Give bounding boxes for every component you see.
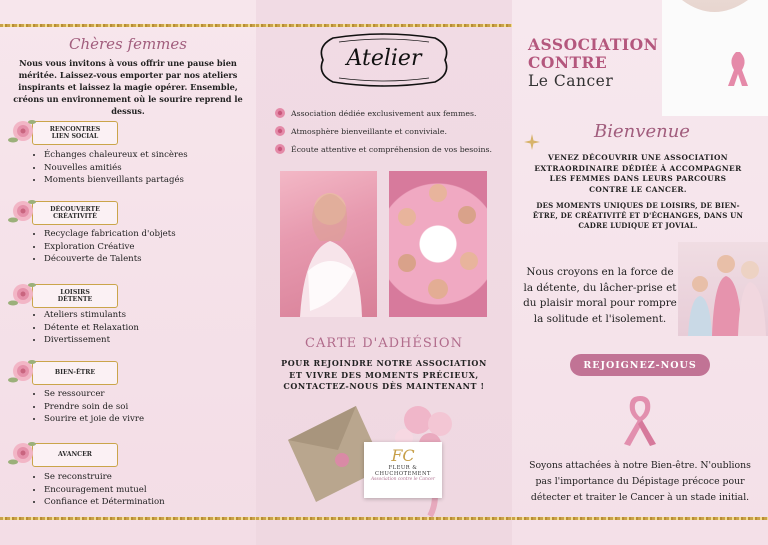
intro-text: Nous vous invitons à vous offrir une pause bien méritée. Laissez-vous emporter par nos ateliers inspirants et laissez la magie opérer. Ensemble, créons un environnement où le sourire reprend le dessus.: [13, 58, 243, 116]
rose-bullet-icon: [274, 143, 286, 155]
list-item: • Détente et Relaxation: [44, 322, 139, 335]
pink-ribbon-icon: [620, 392, 660, 448]
list-item: • Se reconstruire: [44, 471, 165, 484]
feature-list: [274, 104, 504, 158]
brand-card: [364, 442, 442, 498]
rose-bullet-icon: [274, 107, 286, 119]
belief-text: Nous croyons en la force de la détente, du lâcher-prise et du plaisir moral pour rompre la solitude et l'isolement.: [523, 266, 677, 325]
welcome-text-2: DES MOMENTS UNIQUES DE LOISIRS, DE BIEN-ÊTRE, DE CRÉATIVITÉ ET D'ÉCHANGES, DANS UN CADRE LUDIQUE ET JOVIAL.: [532, 201, 744, 230]
woman-photo: [280, 171, 377, 317]
feature-item: Atmosphère bienveillante et conviviale.: [274, 122, 504, 140]
rose-icon: [6, 194, 40, 228]
brand-monogram: FC: [391, 446, 415, 465]
list-item: • Nouvelles amitiés: [44, 162, 188, 175]
association-title: ASSOCIATION CONTRE Le Cancer: [528, 35, 659, 90]
feature-item: Écoute attentive et compréhension de vos besoins.: [274, 140, 504, 158]
category-rencontres: [6, 118, 118, 146]
women-circle-icon: [389, 171, 487, 317]
panel-title: Chères femmes: [69, 35, 187, 53]
list-item: • Encouragement mutuel: [44, 484, 165, 497]
gold-border: [256, 24, 512, 27]
list-item: • Moments bienveillants partagés: [44, 174, 188, 187]
join-button[interactable]: REJOIGNEZ-NOUS: [570, 354, 710, 376]
category-label: DÉCOUVERTE CRÉATIVITÉ: [32, 201, 118, 225]
woman-figure-icon: [280, 171, 377, 317]
category-label: LOISIRS DÉTENTE: [32, 284, 118, 308]
rose-icon: [6, 114, 40, 148]
list-item: • Se ressourcer: [44, 388, 144, 401]
category-list: [32, 149, 188, 187]
category-list: [32, 471, 165, 509]
category-list: [32, 228, 176, 266]
list-item: • Sourire et joie de vivre: [44, 413, 144, 426]
rose-icon: [6, 277, 40, 311]
woman-shirt-icon: [662, 0, 768, 116]
category-decouverte: [6, 198, 118, 226]
gold-border: [512, 517, 768, 520]
category-loisirs: [6, 281, 118, 309]
category-avancer: [6, 440, 118, 468]
membership-text: POUR REJOINDRE NOTRE ASSOCIATION ET VIVRE DES MOMENTS PRÉCIEUX, CONTACTEZ-NOUS DÈS MAINTENANT !: [281, 358, 487, 391]
sparkle-icon: [524, 134, 540, 150]
list-item: • Ateliers stimulants: [44, 309, 139, 322]
gold-border: [256, 517, 512, 520]
brand-tagline: Association contre le Cancer: [371, 477, 435, 482]
family-figures-icon: [678, 242, 768, 336]
list-item: • Exploration Créative: [44, 241, 176, 254]
list-item: • Prendre soin de soi: [44, 401, 144, 414]
list-item: • Recyclage fabrication d'objets: [44, 228, 176, 241]
feature-item: Association dédiée exclusivement aux femmes.: [274, 104, 504, 122]
brand-name-line2: CHUCHOTEMENT: [375, 471, 431, 477]
category-label: RENCONTRES LIEN SOCIAL: [32, 121, 118, 145]
list-item: • Confiance et Détermination: [44, 496, 165, 509]
category-label: AVANCER: [32, 443, 118, 467]
category-list: [32, 388, 144, 426]
gold-border: [0, 517, 256, 520]
category-label: BIEN-ÊTRE: [32, 361, 118, 385]
rose-bullet-icon: [274, 125, 286, 137]
atelier-logo: [313, 30, 455, 90]
rose-icon: [6, 436, 40, 470]
rose-icon: [6, 354, 40, 388]
gold-border: [0, 24, 256, 27]
category-bien-etre: [6, 358, 118, 386]
category-list: [32, 309, 139, 347]
ribbon-shirt-photo: [662, 0, 768, 116]
membership-card: [280, 398, 490, 518]
closing-text: Soyons attachées à notre Bien-être. N'oublions pas l'importance du Dépistage précoce pour détecter et traiter le Cancer à un stade initial.: [529, 460, 751, 503]
middle-panel: [256, 0, 512, 545]
welcome-title: Bienvenue: [594, 121, 690, 142]
right-panel: [512, 0, 768, 545]
list-item: • Échanges chaleureux et sincères: [44, 149, 188, 162]
brand-name-line1: FLEUR &: [388, 465, 418, 471]
membership-title: CARTE D'ADHÉSION: [305, 336, 463, 351]
group-photo: [389, 171, 487, 317]
family-photo: [678, 242, 768, 336]
welcome-text: VENEZ DÉCOUVRIR UNE ASSOCIATION EXTRAORDINAIRE DÉDIÉE À ACCOMPAGNER LES FEMMES DANS LEURS PARCOURS CONTRE LE CANCER.: [534, 153, 742, 194]
list-item: • Divertissement: [44, 334, 139, 347]
logo-word: Atelier: [346, 46, 422, 71]
list-item: • Découverte de Talents: [44, 253, 176, 266]
left-panel: [0, 0, 256, 545]
